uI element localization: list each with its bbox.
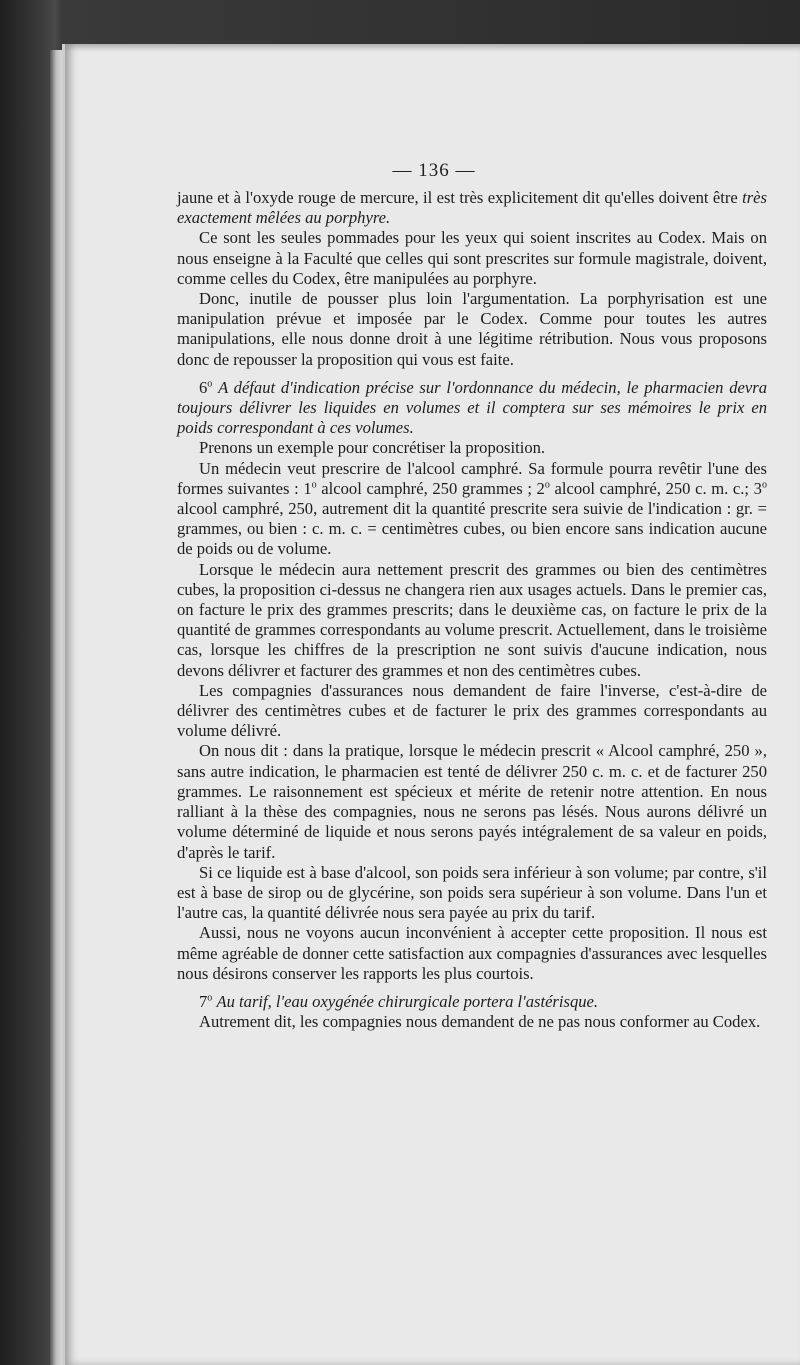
ordinal-superscript: o	[207, 992, 213, 1004]
paragraph	[177, 560, 767, 681]
italic-text: très exactement mêlées au porphyre.	[177, 188, 767, 228]
text-run: Aussi, nous ne voyons aucun inconvénient à accepter cette proposition. Il nous est même agréable de donner cette satisfaction aux compagnies d'assurances avec lesquelles nous désirons conserver les rapports les plus courtois.	[177, 923, 767, 983]
paragraph	[177, 228, 767, 289]
text-run: On nous dit : dans la pratique, lorsque le médecin prescrit « Alcool camphré, 250 », sans autre indication, le pharmacien est tenté de délivrer 250 c. m. c. et de facturer 250 grammes. Le raisonnement est spécieux et mérite de retenir notre attention. En nous ralliant à la thèse des compagnies, nous ne serons pas lésés. Nous aurons délivré un volume déterminé de liquide et nous serons payés intégralement de sa valeur en poids, d'après le tarif.	[177, 741, 767, 862]
text-run: Un médecin veut prescrire de l'alcool camphré. Sa formule pourra revêtir l'une des formes suivantes : 1	[177, 458, 767, 498]
body-text	[177, 188, 767, 1032]
text-run: Lorsque le médecin aura nettement prescrit des grammes ou bien des centimètres cubes, la proposition ci-dessus ne changera rien aux usages actuels. Dans le premier cas, on facture le prix des grammes prescrits; dans le deuxième cas, on facture le prix de la quantité de grammes correspondants au volume prescrit. Actuellement, dans le troisième cas, lorsque les chiffres de la prescription ne sont suivis d'aucune indication, nous devons délivrer et facturer des grammes et non des centimètres cubes.	[177, 559, 767, 680]
text-run: Ce sont les seules pommades pour les yeux qui soient inscrites au Codex. Mais on nous enseigne à la Faculté que celles qui sont prescrites sur formule magistrale, doivent, comme celles du Codex, être manipulées au porphyre.	[177, 228, 767, 288]
paragraph	[177, 459, 767, 560]
paragraph	[177, 741, 767, 862]
paragraph	[177, 438, 767, 458]
paragraph	[177, 863, 767, 924]
text-run: alcool camphré, 250 c. m. c.; 3	[549, 478, 762, 498]
text-run: 6	[199, 377, 208, 397]
ordinal-superscript: o	[207, 378, 213, 390]
book-edge	[50, 50, 62, 1365]
paragraph	[177, 992, 767, 1012]
paragraph	[177, 378, 767, 439]
ordinal-superscript: o	[761, 479, 767, 491]
text-run: Prenons un exemple pour concrétiser la proposition.	[199, 438, 546, 458]
ordinal-superscript: o	[544, 479, 550, 491]
text-run: alcool camphré, 250, autrement dit la quantité prescrite sera suivie de l'indication : gr. = grammes, ou bien : c. m. c. = centimètres cubes, ou bien encore sans indication aucune de poids ou de volume.	[177, 499, 767, 559]
italic-text: Au tarif, l'eau oxygénée chirurgicale portera l'astérisque.	[216, 991, 599, 1011]
ordinal-superscript: o	[311, 479, 317, 491]
paragraph	[177, 923, 767, 984]
text-run: Si ce liquide est à base d'alcool, son poids sera inférieur à son volume; par contre, s'il est à base de sirop ou de glycérine, son poids sera supérieur à son volume. Dans l'un et l'autre cas, la quantité délivrée nous sera payée au prix du tarif.	[177, 862, 767, 923]
text-run: jaune et à l'oxyde rouge de mercure, il est très explicitement dit qu'elles doivent être	[177, 188, 743, 207]
text-run: Autrement dit, les compagnies nous demandent de ne pas nous conformer au Codex.	[199, 1012, 761, 1032]
text-run: alcool camphré, 250 grammes ; 2	[316, 478, 545, 498]
text-run: 7	[199, 991, 208, 1011]
paragraph	[177, 681, 767, 742]
paragraph	[177, 289, 767, 370]
page-number: — 136 —	[392, 160, 476, 181]
text-run: Les compagnies d'assurances nous demandent de faire l'inverse, c'est-à-dire de délivrer des centimètres cubes et de facturer le prix des grammes correspondants au volume délivré.	[177, 680, 767, 741]
paragraph	[177, 188, 767, 228]
italic-text: A défaut d'indication précise sur l'ordonnance du médecin, le pharmacien devra toujours délivrer les liquides en volumes et il comptera sur ses mémoires le prix en poids correspondant à ces volumes.	[177, 377, 768, 438]
paragraph	[177, 1012, 767, 1032]
text-run: Donc, inutile de pousser plus loin l'argumentation. La porphyrisation est une manipulation prévue et imposée par le Codex. Comme pour toutes les autres manipulations, elle nous donne droit à une légitime rétribution. Nous vous proposons donc de repousser la proposition qui vous est faite.	[177, 289, 767, 369]
